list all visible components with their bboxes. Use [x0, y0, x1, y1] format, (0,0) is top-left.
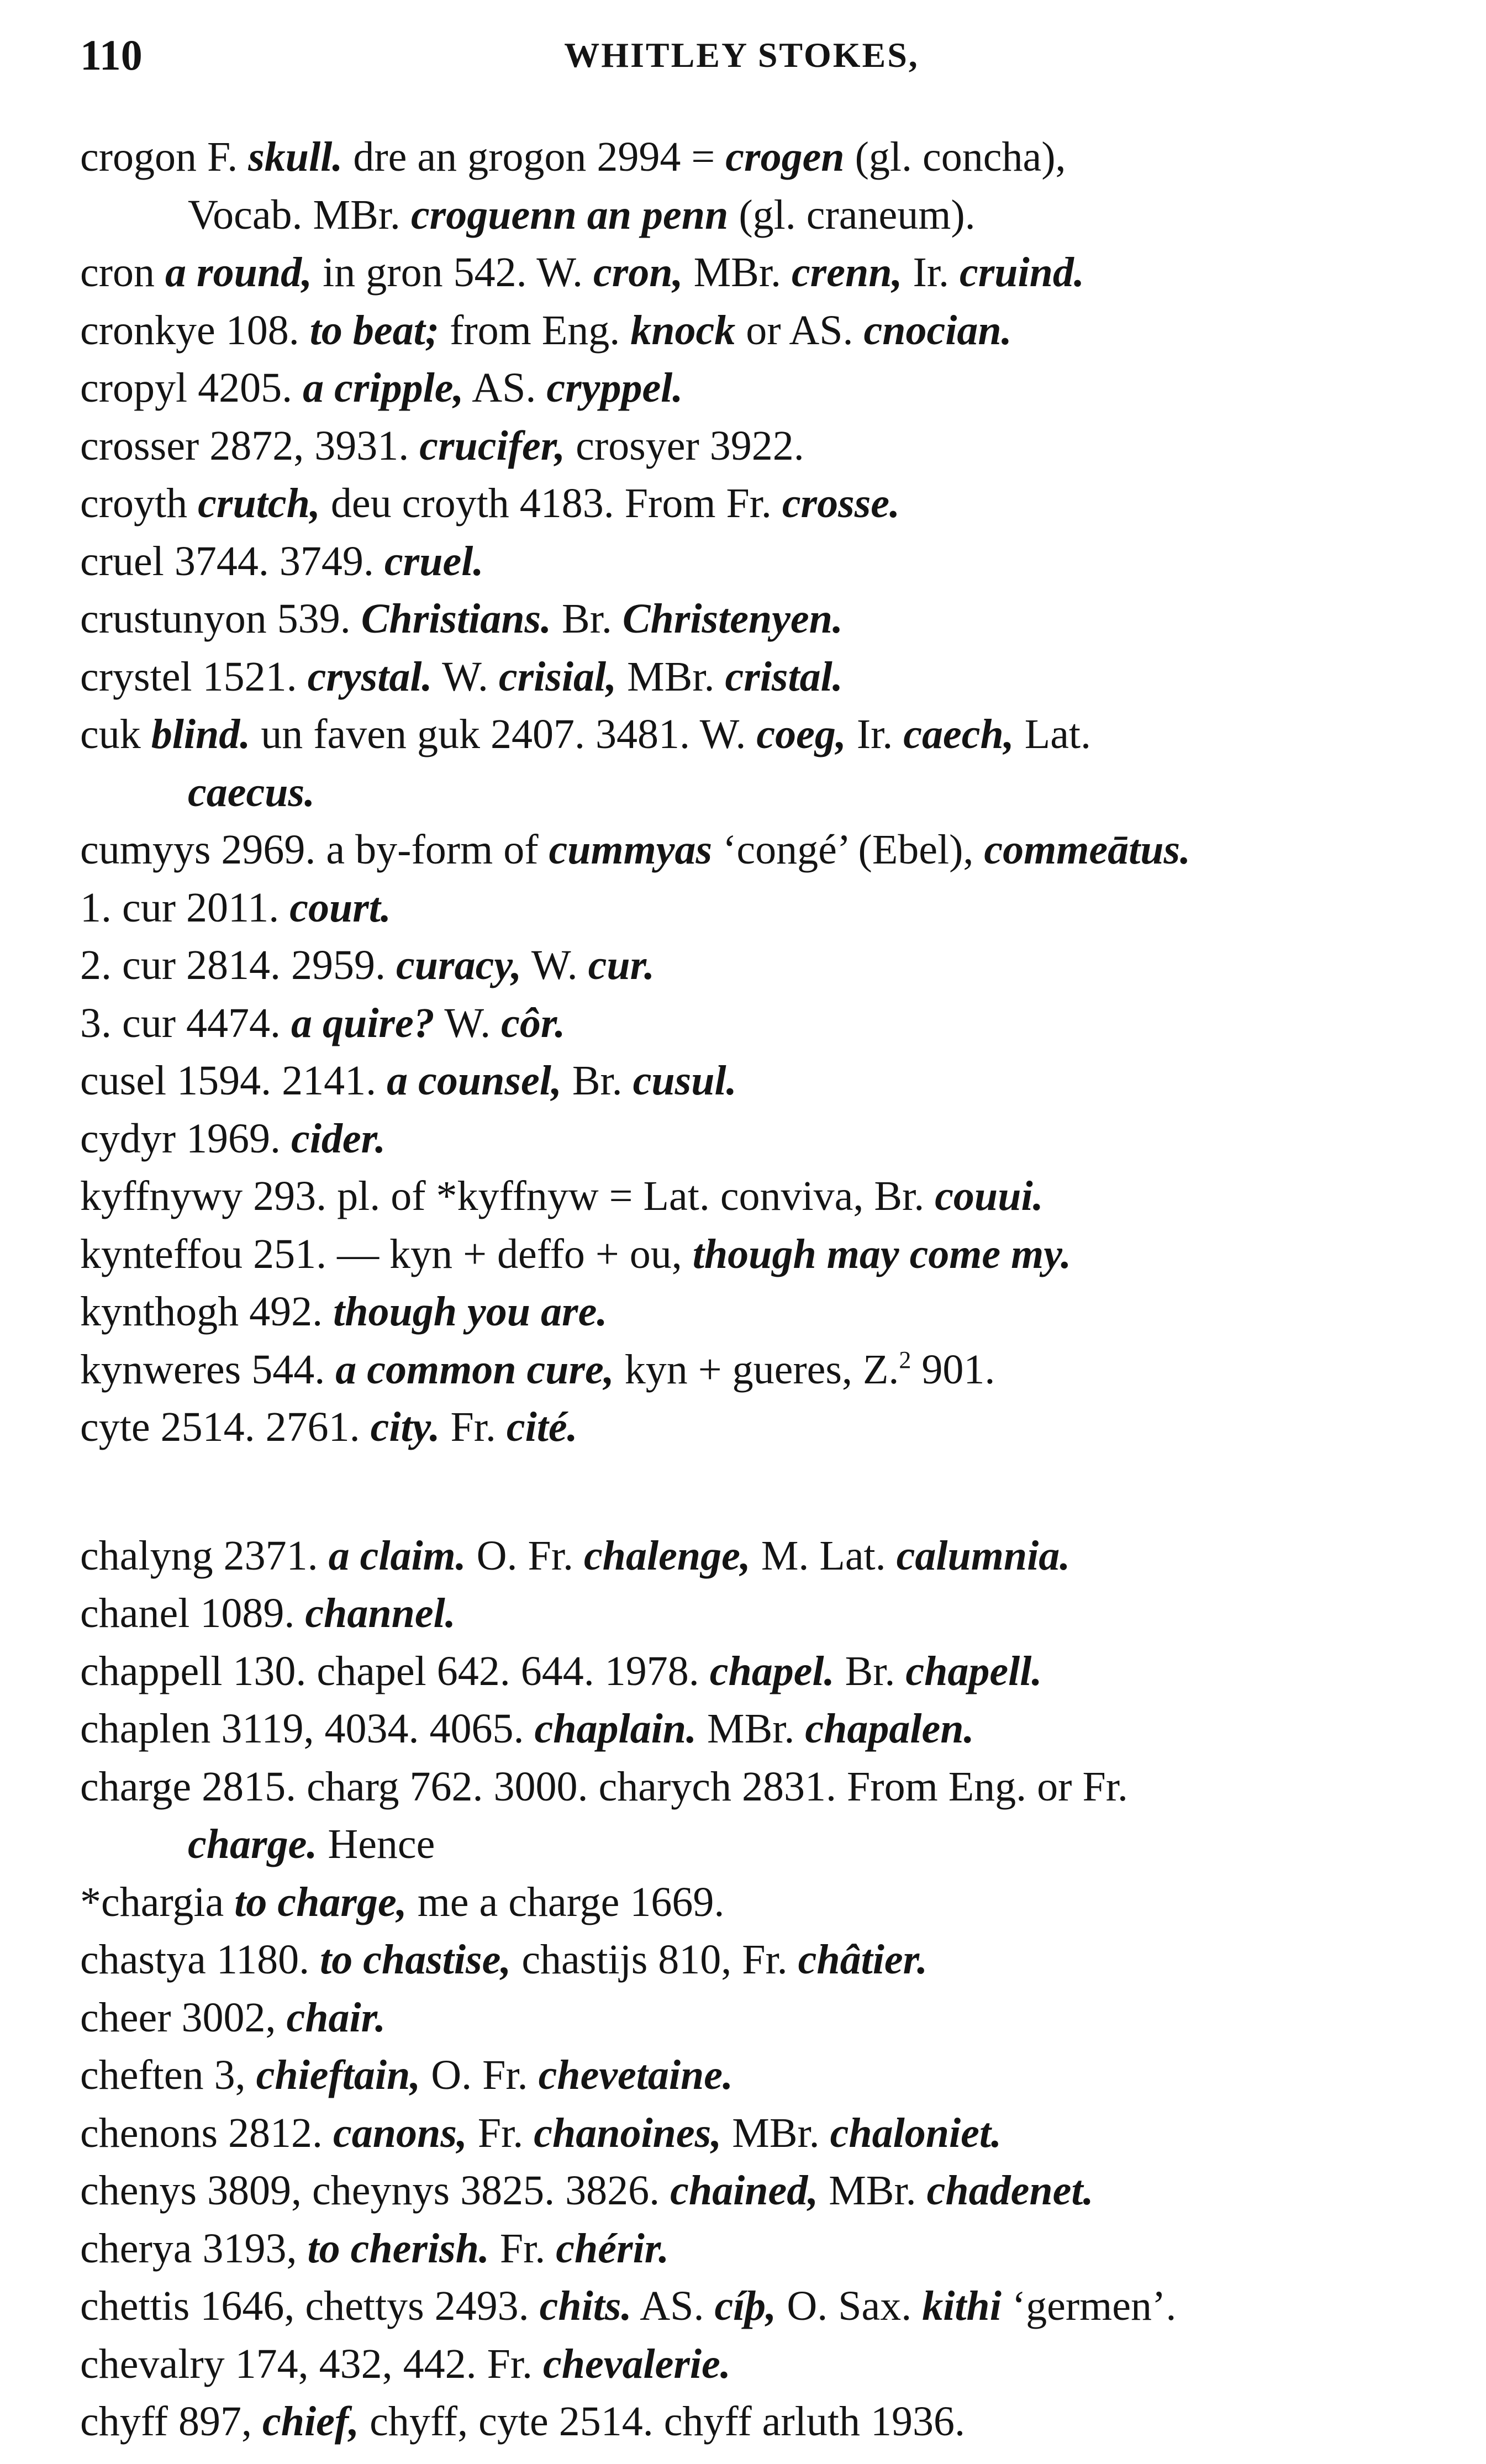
entry-cropyl — [80, 359, 1420, 417]
entry-text: un faven guk 2407. 3481. W. — [250, 711, 757, 757]
entry-chyff — [80, 2393, 1420, 2451]
entry-text: Fr. — [440, 1404, 507, 1450]
gloss-italic: cusul. — [633, 1057, 737, 1104]
entry-crogon — [80, 128, 1420, 186]
gloss-italic: crenn, — [791, 249, 903, 296]
entry-text: chastya 1180. — [80, 1936, 320, 1983]
entry-text: Ir. — [902, 249, 960, 296]
entry-text: chastijs 810, Fr. — [511, 1936, 798, 1983]
entry-text: 3. cur 4474. — [80, 999, 292, 1046]
entry-text: crystel 1521. — [80, 653, 308, 700]
entry-text: Br. — [834, 1647, 906, 1694]
entry-cur-2 — [80, 936, 1420, 994]
gloss-italic: chaplain. — [534, 1705, 697, 1752]
entry-text: O. Fr. — [466, 1532, 584, 1579]
gloss-italic: crisial, — [498, 653, 617, 700]
entry-cumyys — [80, 821, 1420, 879]
gloss-italic: to cherish. — [307, 2225, 489, 2272]
entry-text: me a charge 1669. — [407, 1878, 725, 1925]
entry-cherya — [80, 2220, 1420, 2278]
running-head: WHITLEY STOKES, — [564, 35, 919, 75]
entry-text: chappell 130. chapel 642. 644. 1978. — [80, 1647, 710, 1694]
gloss-italic: blind. — [151, 711, 251, 757]
gloss-italic: Christenyen. — [622, 596, 843, 642]
entry-text: chenons 2812. — [80, 2109, 334, 2156]
entry-cydyr — [80, 1110, 1420, 1168]
entry-text: deu croyth 4183. From Fr. — [320, 480, 782, 527]
gloss-italic: chevalerie. — [543, 2340, 731, 2387]
entry-text: kyffnywy 293. pl. of *kyffnyw = Lat. conviva, Br. — [80, 1173, 935, 1219]
gloss-italic: chapalen. — [805, 1705, 974, 1752]
gloss-italic: knock — [630, 307, 736, 354]
entry-cusel — [80, 1052, 1420, 1110]
entry-text: crosyer 3922. — [565, 422, 804, 469]
entry-text: crustunyon 539. — [80, 596, 361, 642]
gloss-italic: a counsel, — [387, 1057, 562, 1104]
gloss-italic: city. — [370, 1404, 440, 1450]
gloss-italic: a claim. — [328, 1532, 466, 1579]
entry-crustunyon — [80, 590, 1420, 648]
superscript: 2 — [899, 1346, 911, 1373]
gloss-italic: crucifer, — [419, 422, 566, 469]
entry-kynteffou — [80, 1225, 1420, 1283]
gloss-italic: calumnia. — [896, 1532, 1071, 1579]
entry-text: (gl. craneum). — [728, 191, 976, 238]
entry-text: MBr. — [818, 2167, 927, 2214]
entry-text: dre an grogon 2994 = — [342, 134, 726, 180]
entry-text: MBr. — [697, 1705, 805, 1752]
entry-text: W. — [521, 942, 588, 988]
entry-text: M. Lat. — [750, 1532, 897, 1579]
entry-text: cruel 3744. 3749. — [80, 538, 384, 585]
entry-text: charge 2815. charg 762. 3000. charych 2831. From Eng. or Fr. — [80, 1763, 1128, 1810]
entry-chevalry — [80, 2335, 1420, 2393]
gloss-italic: crystal. — [307, 653, 433, 700]
gloss-italic: côr. — [501, 999, 566, 1046]
gloss-italic: skull. — [248, 134, 343, 180]
gloss-italic: curacy, — [396, 942, 522, 988]
entry-text: 901. — [911, 1346, 995, 1393]
entry-kyffnywy — [80, 1167, 1420, 1225]
entry-text: W. — [432, 653, 499, 700]
gloss-italic: a common cure, — [335, 1346, 614, 1393]
entry-text: MBr. — [683, 249, 792, 296]
entry-text: kyn + gueres, Z. — [614, 1346, 899, 1393]
entry-text: from Eng. — [439, 307, 631, 354]
gloss-italic: cruind. — [959, 249, 1084, 296]
page-header — [80, 30, 1403, 91]
gloss-italic: caech, — [903, 711, 1014, 757]
gloss-italic: cur. — [588, 942, 655, 988]
entry-chaplen — [80, 1700, 1420, 1758]
gloss-italic: to charge, — [234, 1878, 407, 1925]
gloss-italic: a round, — [165, 249, 313, 296]
gloss-italic: chevetaine. — [538, 2052, 733, 2098]
entry-text: in gron 542. W. — [312, 249, 593, 296]
entry-chettis — [80, 2277, 1420, 2335]
entry-cron — [80, 244, 1420, 302]
entry-cheften — [80, 2046, 1420, 2104]
entry-text: *chargia — [80, 1878, 235, 1925]
gloss-italic: chief, — [262, 2398, 360, 2445]
entry-text: kynthogh 492. — [80, 1288, 334, 1335]
entry-text: W. — [434, 999, 502, 1046]
gloss-italic: court. — [289, 884, 391, 931]
entry-text: cyte 2514. 2761. — [80, 1404, 371, 1450]
page-number: 110 — [80, 31, 143, 79]
gloss-italic: chits. — [539, 2283, 632, 2329]
gloss-italic: Christians. — [361, 596, 552, 642]
entry-text: cherya 3193, — [80, 2225, 308, 2272]
entry-text: cydyr 1969. — [80, 1115, 292, 1162]
entry-text: ‘germen’. — [1001, 2283, 1177, 2329]
entry-text: crosser 2872, 3931. — [80, 422, 420, 469]
entry-kynweres — [80, 1341, 1420, 1399]
entry-text: 2. cur 2814. 2959. — [80, 942, 397, 988]
entry-text: cheften 3, — [80, 2052, 256, 2098]
entry-text: Hence — [317, 1821, 435, 1867]
entry-text: croyth — [80, 480, 198, 527]
gloss-italic: chalenge, — [583, 1532, 751, 1579]
entry-chenys — [80, 2162, 1420, 2220]
gloss-italic: cristal. — [725, 653, 843, 700]
entry-cheer — [80, 1989, 1420, 2047]
entry-text: MBr. — [721, 2109, 830, 2156]
entry-text: Lat. — [1014, 711, 1092, 757]
gloss-italic: canons, — [333, 2109, 467, 2156]
gloss-italic: chieftain, — [256, 2052, 421, 2098]
entry-text: Fr. — [467, 2109, 534, 2156]
entry-crosser — [80, 417, 1420, 475]
entry-text: kynteffou 251. — kyn + deffo + ou, — [80, 1230, 693, 1277]
entry-text: cronkye 108. — [80, 307, 310, 354]
gloss-italic: cruel. — [384, 538, 484, 585]
entry-text: chenys 3809, cheynys 3825. 3826. — [80, 2167, 671, 2214]
entry-chanel — [80, 1584, 1420, 1642]
gloss-italic: charge. — [188, 1821, 318, 1867]
entry-continuation — [80, 764, 1420, 822]
entry-text: Fr. — [489, 2225, 556, 2272]
entry-text: crogon F. — [80, 134, 249, 180]
gloss-italic: chair. — [286, 1994, 386, 2041]
entry-chappell — [80, 1642, 1420, 1700]
gloss-italic: cryppel. — [546, 365, 683, 411]
entry-text: chyff 897, — [80, 2398, 262, 2445]
gloss-italic: a cripple, — [303, 365, 464, 411]
gloss-italic: couui. — [935, 1173, 1044, 1219]
gloss-italic: crogen — [725, 134, 845, 180]
entry-text: chalyng 2371. — [80, 1532, 329, 1579]
entry-text: Br. — [551, 596, 623, 642]
gloss-italic: though you are. — [333, 1288, 608, 1335]
entry-text: Br. — [561, 1057, 633, 1104]
entry-cur-3 — [80, 994, 1420, 1052]
gloss-italic: crosse. — [782, 480, 900, 527]
entry-text: chanel 1089. — [80, 1590, 305, 1636]
entry-text: cron — [80, 249, 166, 296]
entry-cuk — [80, 705, 1420, 764]
gloss-italic: cité. — [506, 1404, 578, 1450]
entry-text: O. Fr. — [420, 2052, 539, 2098]
entry-continuation — [80, 1815, 1420, 1873]
gloss-italic: channel. — [305, 1590, 456, 1636]
gloss-italic: though may come my. — [692, 1230, 1072, 1277]
gloss-italic: chérir. — [556, 2225, 670, 2272]
gloss-italic: chained, — [670, 2167, 819, 2214]
gloss-italic: a quire? — [291, 999, 435, 1046]
gloss-italic: cider. — [291, 1115, 386, 1162]
gloss-italic: crutch, — [198, 480, 320, 527]
entry-chastya — [80, 1931, 1420, 1989]
entry-text: 1. cur 2011. — [80, 884, 290, 931]
section-gap — [80, 1456, 1420, 1527]
gloss-italic: commeātus. — [984, 826, 1191, 873]
entry-charge — [80, 1758, 1420, 1816]
gloss-italic: cron, — [593, 249, 683, 296]
gloss-italic: coeg, — [756, 711, 846, 757]
gloss-italic: caecus. — [188, 768, 315, 815]
entry-kynthogh — [80, 1283, 1420, 1341]
gloss-italic: châtier. — [798, 1936, 928, 1983]
entry-text: MBr. — [616, 653, 725, 700]
entry-text: O. Sax. — [776, 2283, 923, 2329]
gloss-italic: chanoines, — [534, 2109, 722, 2156]
entry-chenons — [80, 2104, 1420, 2162]
entry-text: cumyys 2969. a by-form of — [80, 826, 549, 873]
gloss-italic: croguenn an penn — [410, 191, 729, 238]
gloss-italic: to chastise, — [320, 1936, 512, 1983]
entry-text: chaplen 3119, 4034. 4065. — [80, 1705, 535, 1752]
gloss-italic: cíþ, — [714, 2283, 777, 2329]
entry-chalyng — [80, 1527, 1420, 1585]
entry-text: ‘congé’ (Ebel), — [712, 826, 984, 873]
gloss-italic: kithi — [922, 2283, 1002, 2329]
gloss-italic: cnocian. — [863, 307, 1012, 354]
entry-text: cropyl 4205. — [80, 365, 303, 411]
entry-crystel — [80, 648, 1420, 706]
entry-continuation — [80, 186, 1420, 244]
gloss-italic: chapell. — [905, 1647, 1042, 1694]
entry-text: or AS. — [735, 307, 864, 354]
entry-croyth — [80, 475, 1420, 533]
entry-cruel — [80, 533, 1420, 591]
gloss-italic: cummyas — [549, 826, 713, 873]
entry-text: kynweres 544. — [80, 1346, 336, 1393]
entry-text: AS. — [463, 365, 547, 411]
entry-text: Vocab. MBr. — [188, 191, 411, 238]
gloss-italic: to beat; — [309, 307, 440, 354]
entry-text: AS. — [631, 2283, 715, 2329]
entry-cur-1 — [80, 879, 1420, 937]
entry-text: cheer 3002, — [80, 1994, 287, 2041]
entry-text: Ir. — [846, 711, 904, 757]
entry-text: chettis 1646, chettys 2493. — [80, 2283, 540, 2329]
entry-text: cuk — [80, 711, 151, 757]
gloss-italic: chapel. — [709, 1647, 835, 1694]
entry-text: chevalry 174, 432, 442. Fr. — [80, 2340, 544, 2387]
gloss-italic: chaloniet. — [830, 2109, 1002, 2156]
entry-text: (gl. concha), — [844, 134, 1066, 180]
entry-chargia — [80, 1873, 1420, 1931]
entry-cronkye — [80, 302, 1420, 360]
gloss-italic: chadenet. — [926, 2167, 1094, 2214]
entry-text: cusel 1594. 2141. — [80, 1057, 387, 1104]
entry-cyte — [80, 1398, 1420, 1456]
glossary-entries — [80, 128, 1420, 2451]
entry-text: chyff, cyte 2514. chyff arluth 1936. — [359, 2398, 965, 2445]
